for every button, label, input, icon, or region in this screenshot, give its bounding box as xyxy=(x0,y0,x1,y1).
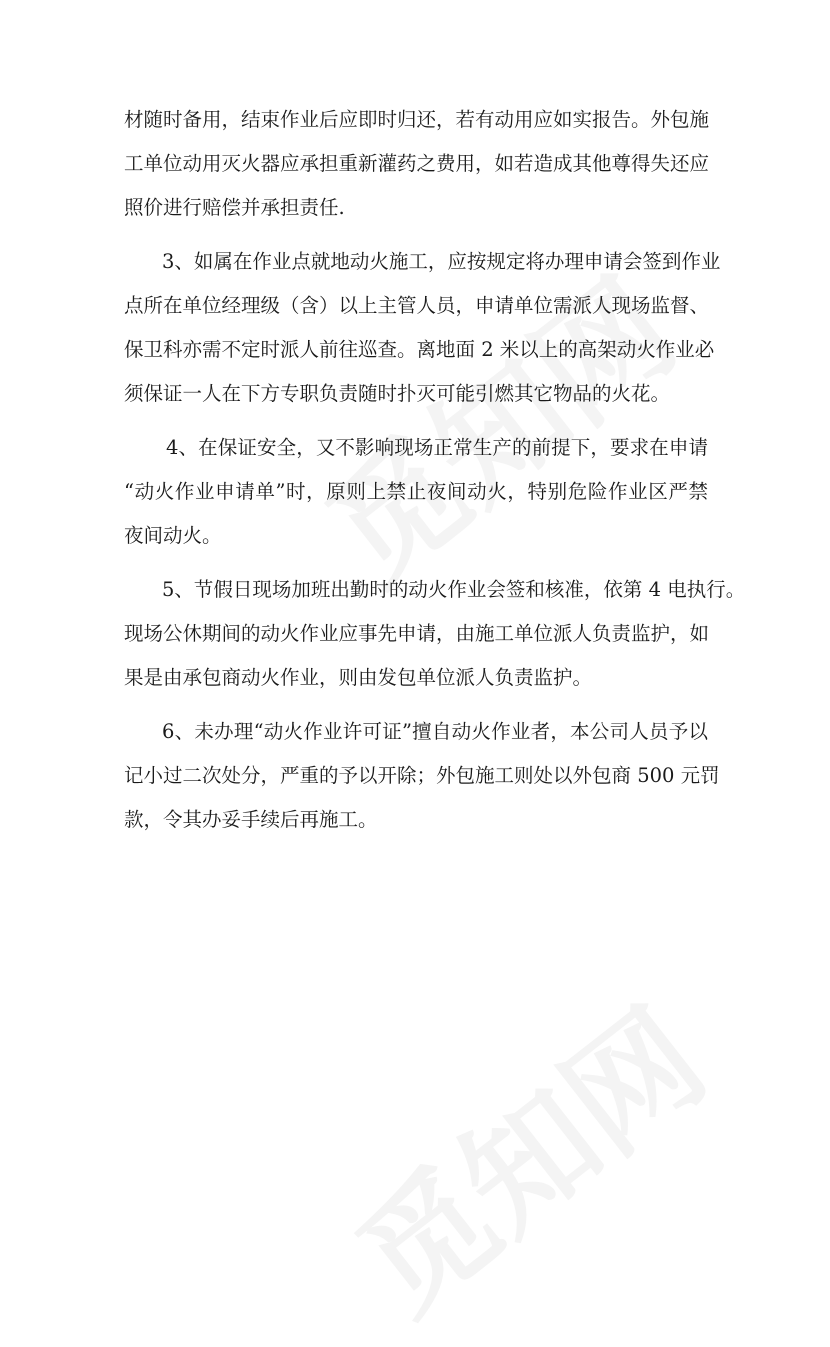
text-line: 须保证一人在下方专职负责随时扑灭可能引燃其它物品的火花。 xyxy=(124,382,671,405)
text-line: 果是由承包商动火作业，则由发包单位派人负责监护。 xyxy=(124,666,593,689)
text-line: 款，令其办妥手续后再施工。 xyxy=(124,808,378,831)
text-line: 点所在单位经理级（含）以上主管人员，申请单位需派人现场监督、 xyxy=(124,294,710,317)
text-line: 保卫科亦需不定时派人前往巡查。离地面 2 米以上的高架动火作业必 xyxy=(124,338,715,361)
watermark-logo-bottom xyxy=(314,960,736,1347)
paragraph-item-5 xyxy=(124,568,746,700)
text-line: 现场公休期间的动火作业应事先申请，由施工单位派人负责监护，如 xyxy=(124,622,710,645)
text-line: 材随时备用，结束作业后应即时归还，若有动用应如实报告。外包施 xyxy=(124,108,710,131)
paragraph-item-6 xyxy=(124,710,720,842)
text-line: 夜间动火。 xyxy=(124,524,222,547)
text-line: 6、未办理“动火作业许可证”擅自动火作业者，本公司人员予以 xyxy=(162,720,708,743)
text-line: 4、在保证安全，又不影响现场正常生产的前提下，要求在申请 xyxy=(166,436,708,459)
text-line: “动火作业申请单”时，原则上禁止夜间动火，特别危险作业区严禁 xyxy=(124,480,708,503)
document-body xyxy=(124,98,746,842)
text-line: 照价进行赔偿并承担责任. xyxy=(124,196,345,219)
paragraph-item-4 xyxy=(124,426,708,558)
text-line: 记小过二次处分，严重的予以开除；外包施工则处以外包商 500 元罚 xyxy=(124,764,720,787)
paragraph-fire-extinguisher xyxy=(124,98,708,230)
text-line: 3、如属在作业点就地动火施工，应按规定将办理申请会签到作业 xyxy=(162,250,721,273)
text-line: 5、节假日现场加班出勤时的动火作业会签和核准，依第 4 电执行。 xyxy=(162,578,746,601)
paragraph-item-3 xyxy=(124,240,721,416)
text-line: 工单位动用灭火器应承担重新灌药之费用，如若造成其他尊得失还应 xyxy=(124,152,710,175)
